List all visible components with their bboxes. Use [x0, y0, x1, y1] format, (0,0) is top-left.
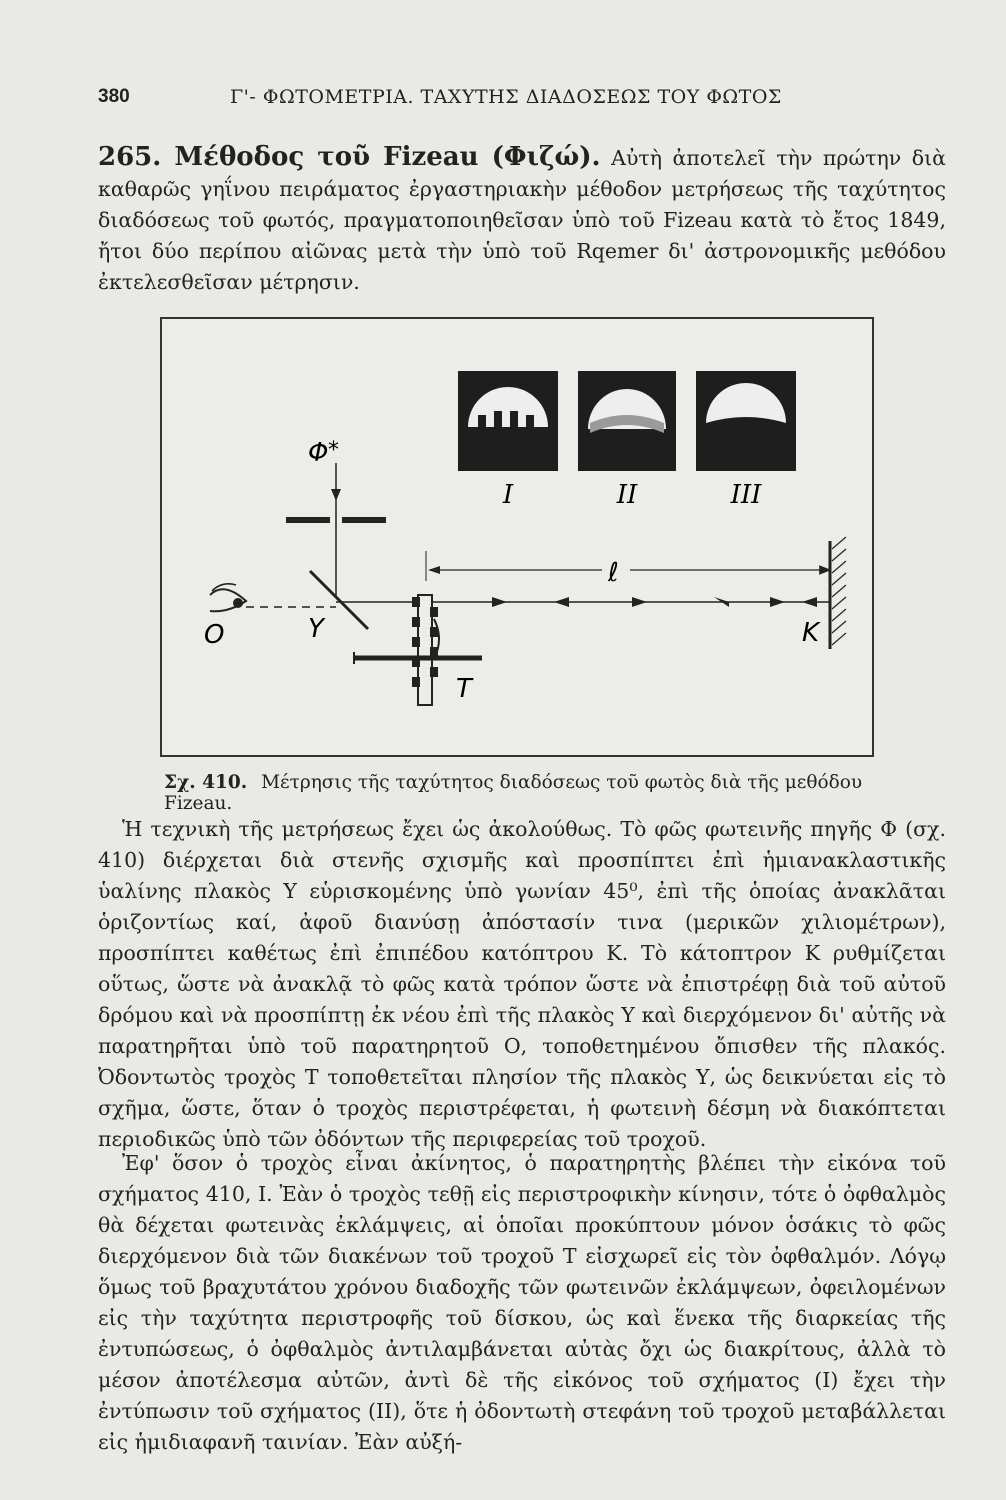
section-heading: 265. Μέθοδος τοῦ Fizeau (Φιζώ).	[98, 142, 601, 172]
slit-right	[342, 517, 386, 523]
mirror-label: K	[802, 618, 820, 648]
intro-text: Αὐτὴ ἀποτελεῖ τὴν πρώτην διὰ καθαρῶς γηΐνου πειράματος ἐργαστηριακὴν μέθοδον μετρήσεως τῆς ταχύτητος διαδόσεως τοῦ φωτός, πραγματοποιηθεῖσαν ὑπὸ τοῦ Fizeau κατὰ τὸ ἔτος 1849, ἤτοι δύο περίπου αἰῶνας μετὰ τὴν ὑπὸ τοῦ Rqemer δι' ἀστρονομικῆς μεθόδου ἐκτελεσθεῖσαν μέτρησιν.	[98, 146, 946, 294]
panel-ii-image	[578, 371, 676, 471]
distance-label: ℓ	[608, 558, 619, 588]
distance-arrow-left	[428, 566, 440, 574]
eye-icon	[210, 584, 246, 611]
section-intro-paragraph	[98, 142, 946, 298]
source-label: Φ	[308, 438, 329, 468]
panel-iii-image	[696, 371, 796, 471]
panel-label-i: I	[502, 480, 514, 510]
observer-label: O	[204, 620, 225, 650]
caption-text: Μέτρησις τῆς ταχύτητος διαδόσεως τοῦ φωτὸς διὰ τῆς μεθόδου Fizeau.	[164, 772, 863, 814]
panel-label-iii: III	[730, 480, 762, 510]
panel-i-image	[458, 371, 558, 471]
plate-label: Y	[308, 614, 324, 644]
mirror-hatching	[832, 537, 846, 645]
fizeau-apparatus-diagram	[162, 319, 872, 755]
paragraph-observation: Ἐφ' ὅσον ὁ τροχὸς εἶναι ἀκίνητος, ὁ παρατηρητὴς βλέπει τὴν εἰκόνα τοῦ σχήματος 410, Ι. Ἐὰν ὁ τροχὸς τεθῇ εἰς περιστροφικὴν κίνησιν, τότε ὁ ὀφθαλμὸς θὰ δέχεται φωτεινὰς ἐκλάμψεις, αἱ ὁποῖαι προκύπτουν μόνον ὁσάκις τὸ φῶς διερχόμενον διὰ τῶν διακένων τοῦ τροχοῦ Τ εἰσχωρεῖ εἰς τὸν ὀφθαλμόν. Λόγῳ ὅμως τοῦ βραχυτάτου χρόνου διαδοχῆς τῶν φωτεινῶν ἐκλάμψεων, ὀφειλομένων εἰς τὴν ταχύτητα περιστροφῆς τοῦ δίσκου, ὡς καὶ ἕνεκα τῆς διαρκείας τῆς ἐντυπώσεως, ὁ ὀφθαλμὸς ἀντιλαμβάνεται αὐτὰς ὄχι ὡς διακρίτους, ἀλλὰ τὸ μέσον ἀποτέλεσμα αὐτῶν, ἀντὶ δὲ τῆς εἰκόνος τοῦ σχήματος (Ι) ἔχει τὴν ἐντύπωσιν τοῦ σχήματος (ΙΙ), ὅτε ἡ ὀδοντωτὴ στεφάνη τοῦ τροχοῦ μεταβάλλεται εἰς ἡμιδιαφανῆ ταινίαν. Ἐὰν αὐξή-	[98, 1151, 946, 1454]
running-title: Γ'- ΦΩΤΟΜΕΤΡΙΑ. ΤΑΧΥΤΗΣ ΔΙΑΔΟΣΕΩΣ ΤΟΥ ΦΩΤΟΣ	[230, 86, 782, 108]
panel-label-ii: II	[616, 480, 638, 510]
wheel-label: T	[456, 674, 472, 704]
source-arrow	[331, 489, 341, 501]
caption-number: Σχ. 410.	[164, 772, 248, 793]
figure-caption	[164, 772, 924, 814]
toothed-wheel	[412, 595, 439, 705]
slit-left	[286, 517, 330, 523]
page-number: 380	[98, 86, 130, 107]
page-header	[98, 86, 948, 116]
star-icon: *	[328, 438, 339, 463]
figure-410	[160, 317, 874, 757]
paragraph-technique: Ἡ τεχνικὴ τῆς μετρήσεως ἔχει ὡς ἀκολούθως. Τὸ φῶς φωτεινῆς πηγῆς Φ (σχ. 410) διέρχεται διὰ στενῆς σχισμῆς καὶ προσπίπτει ἐπὶ ἡμιανακλαστικῆς ὑαλίνης πλακὸς Υ εὑρισκομένης ὑπὸ γωνίαν 45⁰, ἐπὶ τῆς ὁποίας ἀνακλᾶται ὁριζοντίως καί, ἀφοῦ διανύσῃ ἀπόστασίν τινα (μερικῶν χιλιομέτρων), προσπίπτει καθέτως ἐπὶ ἐπιπέδου κατόπτρου Κ. Τὸ κάτοπτρον Κ ρυθμίζεται οὕτως, ὥστε νὰ ἀνακλᾷ τὸ φῶς κατὰ τρόπον ὥστε νὰ ἐπιστρέφῃ διὰ τοῦ αὐτοῦ δρόμου καὶ νὰ προσπίπτῃ ἐκ νέου ἐπὶ τῆς πλακὸς Υ καὶ διερχόμενον δι' αὐτῆς νὰ παρατηρῆται ὑπὸ τοῦ παρατηρητοῦ Ο, τοποθετημένου ὄπισθεν τῆς πλακός. Ὀδοντωτὸς τροχὸς Τ τοποθετεῖται πλησίον τῆς πλακὸς Υ, ὡς δεικνύεται εἰς τὸ σχῆμα, ὥστε, ὅταν ὁ τροχὸς περιστρέφεται, ἡ φωτεινὴ δέσμη νὰ διακόπτεται περιοδικῶς ὑπὸ τῶν ὀδόντων τῆς περιφερείας τοῦ τροχοῦ.	[98, 817, 946, 1151]
